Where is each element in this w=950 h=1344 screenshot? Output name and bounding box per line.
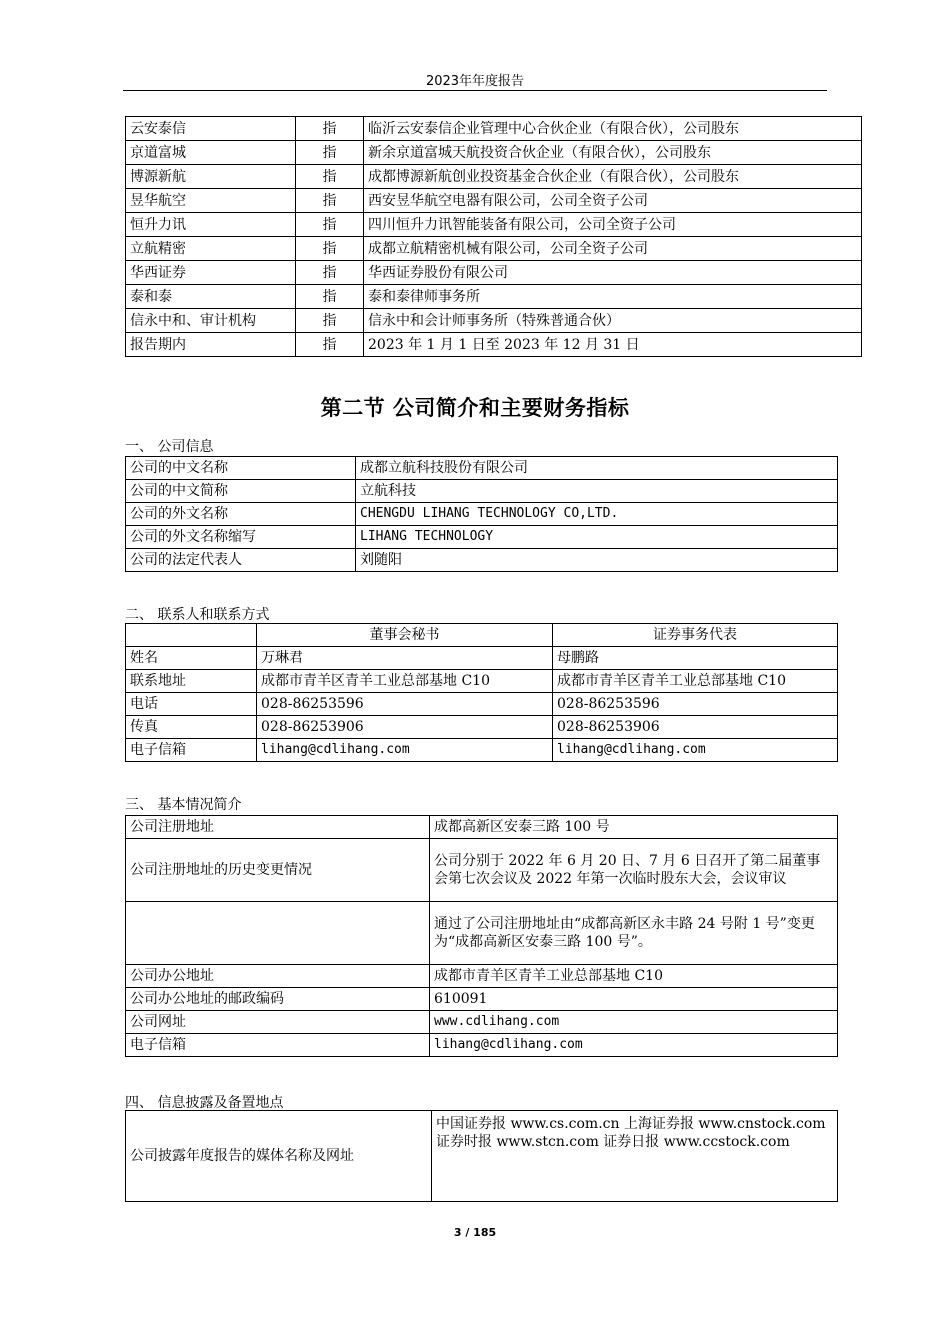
company-info-label: 公司的中文简称 [126, 480, 356, 503]
contact-rep-value: lihang@cdlihang.com [553, 739, 838, 762]
definition-ref: 指 [296, 189, 364, 213]
table-row [126, 739, 838, 762]
table-row [126, 1011, 838, 1034]
table-row [126, 141, 862, 165]
definition-meaning: 成都博源新航创业投资基金合伙企业（有限合伙），公司股东 [364, 165, 862, 189]
company-info-value: 刘随阳 [356, 549, 838, 572]
history-blank [126, 902, 430, 965]
definition-ref: 指 [296, 309, 364, 333]
company-info-value: CHENGDU LIHANG TECHNOLOGY CO,LTD. [356, 503, 838, 526]
email-label: 电子信箱 [126, 1034, 430, 1057]
page-number: 3 / 185 [453, 1226, 497, 1239]
table-row [126, 716, 838, 739]
media-label: 公司披露年度报告的媒体名称及网址 [126, 1111, 432, 1202]
office-value: 成都市青羊区青羊工业总部基地 C10 [430, 965, 838, 988]
contact-label: 电子信箱 [126, 739, 257, 762]
table-row [126, 285, 862, 309]
postcode-value: 610091 [430, 988, 838, 1011]
contact-header-blank [126, 624, 257, 647]
definition-term: 华西证券 [126, 261, 296, 285]
definition-meaning: 华西证券股份有限公司 [364, 261, 862, 285]
table-row [126, 333, 862, 357]
definition-term: 报告期内 [126, 333, 296, 357]
company-info-table [125, 456, 838, 572]
postcode-label: 公司办公地址的邮政编码 [126, 988, 430, 1011]
definition-meaning: 信永中和会计师事务所（特殊普通合伙） [364, 309, 862, 333]
company-info-value: LIHANG TECHNOLOGY [356, 526, 838, 549]
table-row [126, 261, 862, 285]
contact-label: 姓名 [126, 647, 257, 670]
definition-ref: 指 [296, 165, 364, 189]
table-row [126, 526, 838, 549]
definitions-table [125, 116, 862, 357]
basic-info-heading: 三、 基本情况简介 [125, 797, 242, 813]
definition-meaning: 临沂云安泰信企业管理中心合伙企业（有限合伙），公司股东 [364, 117, 862, 141]
table-row [126, 988, 838, 1011]
table-row [126, 117, 862, 141]
definition-meaning: 成都立航精密机械有限公司，公司全资子公司 [364, 237, 862, 261]
table-row [126, 647, 838, 670]
contact-secretary-value: 028-86253906 [257, 716, 553, 739]
table-row [126, 309, 862, 333]
contact-table [125, 623, 838, 762]
definition-term: 立航精密 [126, 237, 296, 261]
reg-address-label: 公司注册地址 [126, 816, 430, 839]
contact-label: 传真 [126, 716, 257, 739]
contact-header-rep: 证券事务代表 [553, 624, 838, 647]
contact-rep-value: 028-86253596 [553, 693, 838, 716]
definition-term: 云安泰信 [126, 117, 296, 141]
definition-ref: 指 [296, 333, 364, 357]
table-row [126, 1034, 838, 1057]
company-info-label: 公司的外文名称缩写 [126, 526, 356, 549]
contact-header-secretary: 董事会秘书 [257, 624, 553, 647]
definition-meaning: 新余京道富城天航投资合伙企业（有限合伙），公司股东 [364, 141, 862, 165]
disclosure-heading: 四、 信息披露及备置地点 [125, 1095, 284, 1111]
table-row [126, 457, 838, 480]
table-row [126, 503, 838, 526]
contact-secretary-value: 028-86253596 [257, 693, 553, 716]
definition-ref: 指 [296, 141, 364, 165]
definition-term: 博源新航 [126, 165, 296, 189]
definition-meaning: 泰和泰律师事务所 [364, 285, 862, 309]
contact-rep-value: 028-86253906 [553, 716, 838, 739]
website-value: www.cdlihang.com [430, 1011, 838, 1034]
contact-rep-value: 母鹏路 [553, 647, 838, 670]
definition-meaning: 四川恒升力讯智能装备有限公司，公司全资子公司 [364, 213, 862, 237]
definition-ref: 指 [296, 117, 364, 141]
history-text-2: 通过了公司注册地址由“成都高新区永丰路 24 号附 1 号”变更为“成都高新区安泰三路 100 号”。 [430, 902, 838, 965]
table-row [126, 189, 862, 213]
table-row [126, 902, 838, 965]
history-text-1: 公司分别于 2022 年 6 月 20 日、7 月 6 日召开了第二届董事会第七次会议及 2022 年第一次临时股东大会，会议审议 [430, 839, 838, 902]
contact-label: 联系地址 [126, 670, 257, 693]
definition-term: 京道富城 [126, 141, 296, 165]
table-row [126, 693, 838, 716]
history-label: 公司注册地址的历史变更情况 [126, 839, 430, 902]
table-row [126, 213, 862, 237]
table-row [126, 237, 862, 261]
company-info-heading: 一、 公司信息 [125, 439, 214, 455]
definition-ref: 指 [296, 285, 364, 309]
company-info-label: 公司的外文名称 [126, 503, 356, 526]
contact-rep-value: 成都市青羊区青羊工业总部基地 C10 [553, 670, 838, 693]
table-row [126, 839, 838, 902]
company-info-value: 立航科技 [356, 480, 838, 503]
website-label: 公司网址 [126, 1011, 430, 1034]
table-row [126, 480, 838, 503]
definition-meaning: 西安昱华航空电器有限公司，公司全资子公司 [364, 189, 862, 213]
report-header-title: 2023年年度报告 [425, 74, 525, 89]
media-value: 中国证券报 www.cs.com.cn 上海证券报 www.cnstock.com 证券时报 www.stcn.com 证券日报 www.ccstock.com [432, 1111, 838, 1202]
office-label: 公司办公地址 [126, 965, 430, 988]
contact-secretary-value: 万琳君 [257, 647, 553, 670]
header-divider [123, 90, 827, 91]
contact-secretary-value: lihang@cdlihang.com [257, 739, 553, 762]
reg-address-value: 成都高新区安泰三路 100 号 [430, 816, 838, 839]
contact-label: 电话 [126, 693, 257, 716]
company-info-value: 成都立航科技股份有限公司 [356, 457, 838, 480]
definition-term: 泰和泰 [126, 285, 296, 309]
table-row [126, 549, 838, 572]
definition-meaning: 2023 年 1 月 1 日至 2023 年 12 月 31 日 [364, 333, 862, 357]
email-value: lihang@cdlihang.com [430, 1034, 838, 1057]
disclosure-table [125, 1110, 838, 1202]
definition-ref: 指 [296, 237, 364, 261]
definition-term: 昱华航空 [126, 189, 296, 213]
company-info-label: 公司的中文名称 [126, 457, 356, 480]
table-row [126, 670, 838, 693]
table-row [126, 965, 838, 988]
definition-ref: 指 [296, 213, 364, 237]
contact-heading: 二、 联系人和联系方式 [125, 607, 270, 623]
table-row [126, 165, 862, 189]
table-row [126, 1111, 838, 1202]
company-info-label: 公司的法定代表人 [126, 549, 356, 572]
contact-secretary-value: 成都市青羊区青羊工业总部基地 C10 [257, 670, 553, 693]
table-row [126, 816, 838, 839]
definition-term: 信永中和、审计机构 [126, 309, 296, 333]
definition-ref: 指 [296, 261, 364, 285]
contact-header-row [126, 624, 838, 647]
section-title: 第二节 公司简介和主要财务指标 [320, 396, 630, 420]
definition-term: 恒升力讯 [126, 213, 296, 237]
basic-info-table [125, 815, 838, 1057]
